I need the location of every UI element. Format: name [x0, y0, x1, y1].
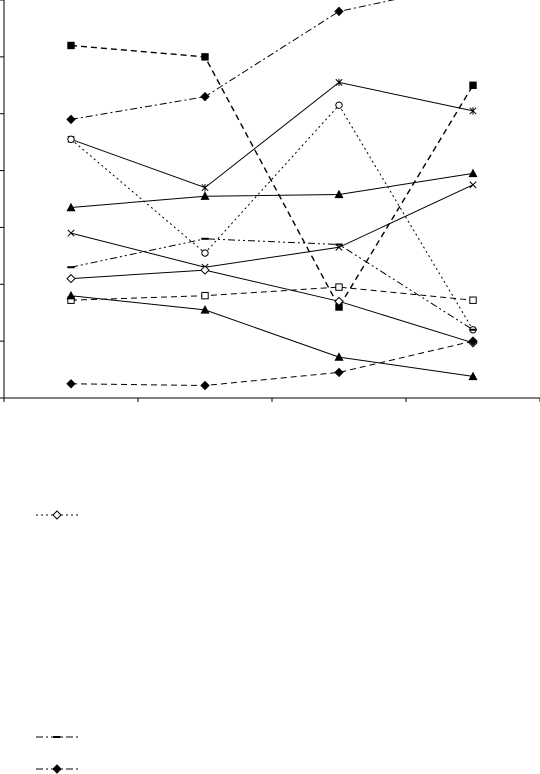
data-point: [68, 136, 74, 142]
data-point: [202, 292, 208, 298]
series-line: [71, 296, 473, 377]
data-point: [335, 243, 342, 245]
data-point: [470, 297, 476, 303]
series-4: [68, 102, 476, 333]
series-line: [71, 239, 473, 330]
series-5: [67, 170, 476, 211]
chart-series: [67, 0, 477, 389]
series-line: [71, 82, 473, 187]
data-point: [201, 93, 209, 101]
series-1: [68, 42, 476, 310]
legend-entry-1: [36, 511, 78, 519]
data-point: [202, 250, 208, 256]
series-10: [67, 292, 476, 380]
legend-marker: [53, 736, 60, 738]
series-11: [67, 337, 477, 389]
data-point: [67, 115, 75, 123]
series-2: [67, 0, 477, 123]
series-line: [71, 0, 473, 119]
data-point: [335, 7, 343, 15]
data-point: [335, 368, 343, 376]
data-point: [335, 353, 342, 360]
series-line: [71, 105, 473, 330]
legend-marker: [53, 511, 61, 519]
data-point: [201, 381, 209, 389]
legend-entry-3: [36, 765, 78, 773]
data-point: [470, 182, 476, 188]
data-point: [469, 170, 476, 177]
legend-marker: [53, 765, 61, 773]
series-7: [67, 238, 476, 331]
series-9: [68, 284, 476, 303]
data-point: [68, 42, 74, 48]
series-line: [71, 341, 473, 385]
series-line: [71, 46, 473, 308]
series-line: [71, 287, 473, 300]
data-point: [202, 54, 208, 60]
data-point: [68, 230, 74, 236]
data-point: [336, 284, 342, 290]
data-point: [336, 102, 342, 108]
data-point: [67, 380, 75, 388]
data-point: [67, 266, 74, 268]
legend-entry-2: [36, 736, 78, 738]
data-point: [470, 82, 476, 88]
series-line: [71, 270, 473, 343]
data-point: [67, 292, 74, 299]
data-point: [67, 275, 75, 283]
series-8: [67, 266, 477, 347]
series-3: [68, 79, 476, 192]
data-point: [201, 238, 208, 240]
chart-legend: [36, 511, 78, 773]
data-point: [202, 184, 208, 191]
data-point: [469, 329, 476, 331]
